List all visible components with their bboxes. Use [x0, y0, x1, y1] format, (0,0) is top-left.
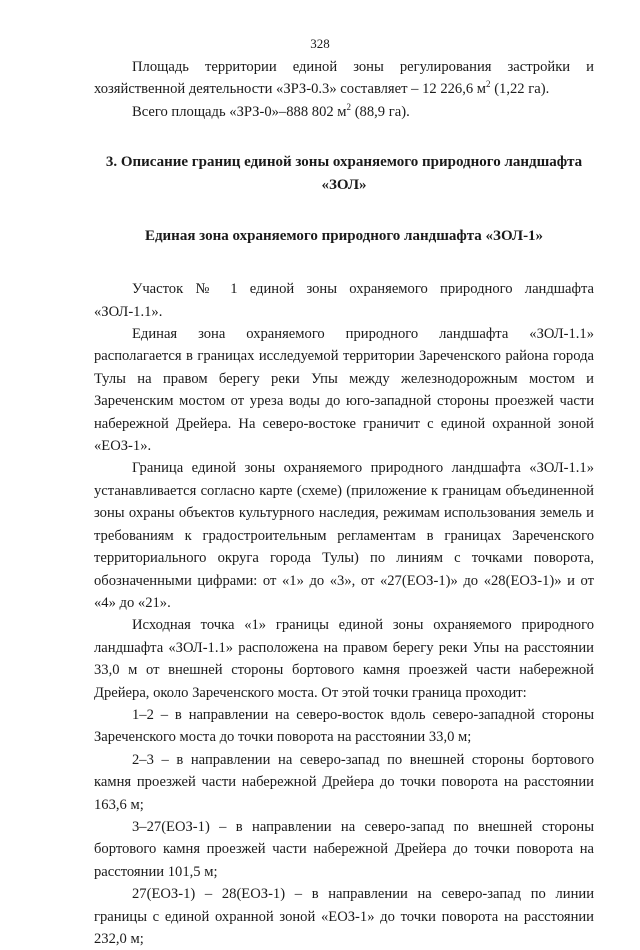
- body-paragraph: Единая зона охраняемого природного ландшафта «ЗОЛ-1.1» располагается в границах исследуемой территории Зареченского района города Тулы на правом берегу реки Упы между железнодорожным мостом и Зареченским мостом от уреза воды до юго-западной стороны проезжей части набережной Дрейера. На северо-востоке граничит с единой охранной зоной «ЕОЗ-1».: [94, 326, 594, 455]
- total-area-text: Всего площадь «ЗРЗ-0»–888 802 м: [132, 103, 347, 120]
- total-area-superscript: 2: [346, 101, 352, 112]
- area-superscript: 2: [486, 79, 491, 90]
- area-tail: (1,22 га).: [490, 81, 550, 98]
- section-heading: 3. Описание границ единой зоны охраняемого природного ландшафта «ЗОЛ»: [105, 154, 583, 194]
- boundary-segment-paragraph: 27(ЕОЗ-1) – 28(ЕОЗ-1) – в направлении на северо-запад по линии границы с единой охранной зоной «ЕОЗ-1» до точки поворота на расстоянии 232,0 м;: [94, 886, 594, 947]
- subheading: Единая зона охраняемого природного ландшафта «ЗОЛ-1»: [144, 228, 544, 245]
- area-paragraph: [94, 56, 594, 101]
- body-paragraph: Участок № 1 единой зоны охраняемого природного ландшафта «ЗОЛ-1.1».: [94, 281, 594, 320]
- body-paragraph: Исходная точка «1» границы единой зоны охраняемого природного ландшафта «ЗОЛ-1.1» расположена на правом берегу реки Упы на расстоянии 33,0 м от внешней стороны бортового камня проезжей части набережной Дрейера, около Зареченского моста. От этой точки граница проходит:: [94, 617, 594, 701]
- boundary-segment-paragraph: 3–27(ЕОЗ-1) – в направлении на северо-запад по внешней стороны бортового камня проезжей части набережной Дрейера до точки поворота на расстоянии 101,5 м;: [94, 818, 594, 880]
- area-text: Площадь территории единой зоны регулирования застройки и хозяйственной деятельности «ЗРЗ-0.3» составляет – 12 226,6 м: [94, 59, 594, 98]
- body-paragraph: Граница единой зоны охраняемого природного ландшафта «ЗОЛ-1.1» устанавливается согласно карте (схеме) (приложение к границам объединенной зоны охраны объектов культурного наследия, режимам использования земель и требованиям к градостроительным регламентам в границах Зареченского территориального округа города Тулы) по линиям с точками поворота, обозначенными цифрами: от «1» до «3», от «27(ЕОЗ-1)» до «28(ЕОЗ-1)» и от «4» до «21».: [94, 460, 594, 611]
- total-area-paragraph: [94, 101, 594, 123]
- boundary-segment-paragraph: 1–2 – в направлении на северо-восток вдоль северо-западной стороны Зареченского моста до точки поворота на расстоянии 33,0 м;: [94, 706, 594, 746]
- page-number: 328: [310, 36, 330, 51]
- total-area-tail: (88,9 га).: [351, 103, 410, 120]
- boundary-segment-paragraph: 2–3 – в направлении на северо-запад по внешней стороны бортового камня проезжей части набережной Дрейера до точки поворота на расстоянии 163,6 м;: [94, 751, 594, 813]
- document-body: [94, 56, 594, 950]
